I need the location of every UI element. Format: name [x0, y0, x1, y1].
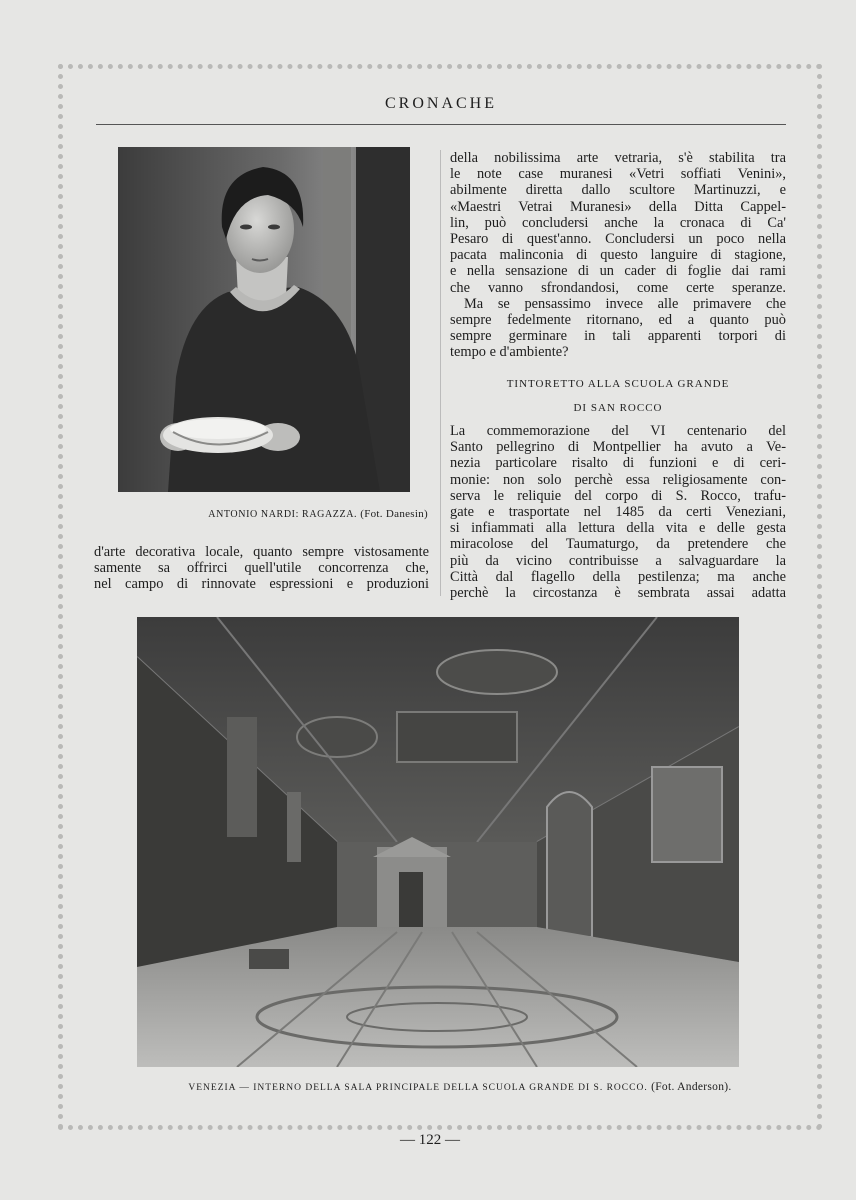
text-line: pacata malinconia di questo languire di stagione,: [450, 247, 786, 264]
text-line: e nella sensazione di un cader di foglie dai rami: [450, 263, 786, 280]
text-line: Città dal flagello della pestilenza; ma anche: [450, 568, 786, 585]
text-line: le note case muranesi «Vetri soffiati Venini»,: [450, 166, 786, 183]
running-header: CRONACHE: [384, 95, 497, 112]
text-line: della nobilissima arte vetraria, s'è stabilita tra: [450, 150, 786, 166]
text-line: sempre germinare in tali apparenti torpori di: [450, 328, 786, 345]
text-line: Ma se pensassimo invece alle primavere che: [464, 295, 786, 312]
page-number: — 122 —: [400, 1132, 460, 1148]
header-rule: [96, 124, 786, 125]
column-divider: [440, 150, 441, 596]
section-heading-2: DI SAN ROCCO: [573, 402, 663, 414]
left-column-text: [94, 544, 429, 593]
right-column-text: [450, 150, 786, 361]
text-line: che vanno sfrondandosi, come certe speranze.: [450, 279, 786, 296]
text-line: si infiammati alla lettura della vita e delle gesta: [450, 520, 786, 537]
text-line: samente sa offrirci quell'utile concorrenza che,: [94, 560, 429, 577]
text-line: perchè la circostanza è sembrata assai adatta: [450, 585, 786, 602]
text-line: nel campo di rinnovate espressioni e produzioni: [94, 576, 429, 593]
portrait-caption-credit: (Fot. Danesin): [360, 508, 428, 520]
text-line: lin, può concludersi anche la cronaca di Ca': [450, 214, 786, 231]
text-line: d'arte decorativa locale, quanto sempre vistosamente: [94, 544, 429, 560]
text-line: abilmente diretta dallo scultore Martinuzzi, e: [450, 182, 786, 199]
portrait-caption-title: ANTONIO NARDI: RAGAZZA.: [208, 509, 358, 520]
text-line: serva le reliquie del corpo di S. Rocco, trafu-: [450, 487, 786, 504]
text-line: «Maestri Vetrai Muranesi» della Ditta Cappel-: [450, 198, 786, 215]
text-line: La commemorazione del VI centenario del: [450, 423, 786, 439]
text-line: nezia particolare risalto di funzioni e di ceri-: [450, 455, 786, 472]
text-line: tempo e d'ambiente?: [450, 344, 569, 361]
hall-caption-credit: (Fot. Anderson).: [651, 1081, 732, 1093]
text-line: miracolose del Taumaturgo, da pretendere che: [450, 536, 786, 553]
section-heading: TINTORETTO ALLA SCUOLA GRANDE: [506, 378, 730, 390]
portrait-caption: [118, 508, 428, 520]
text-line: monie: non solo perchè essa religiosamente con-: [450, 471, 786, 488]
hall-illustration: [137, 617, 739, 1067]
portrait-photo: [118, 147, 410, 492]
hall-caption-title: VENEZIA — INTERNO DELLA SALA PRINCIPALE DELLA SCUOLA GRANDE DI S. ROCCO.: [188, 1083, 648, 1093]
text-line: sempre fedelmente ritornano, ed a quanto può: [450, 312, 786, 329]
text-line: Pesaro di quest'anno. Concludersi un poco nella: [450, 231, 786, 248]
portrait-illustration: [118, 147, 410, 492]
right-column-text-2: [450, 423, 786, 601]
hall-caption: [140, 1081, 780, 1093]
text-line: Santo pellegrino di Montpellier ha avuto a Ve-: [450, 439, 786, 456]
hall-photo: [137, 617, 739, 1067]
text-line: gate e trasportate nel 1485 da certi Veneziani,: [450, 504, 786, 521]
text-line: più da vicino contribuisse a salvaguardare la: [450, 552, 786, 569]
